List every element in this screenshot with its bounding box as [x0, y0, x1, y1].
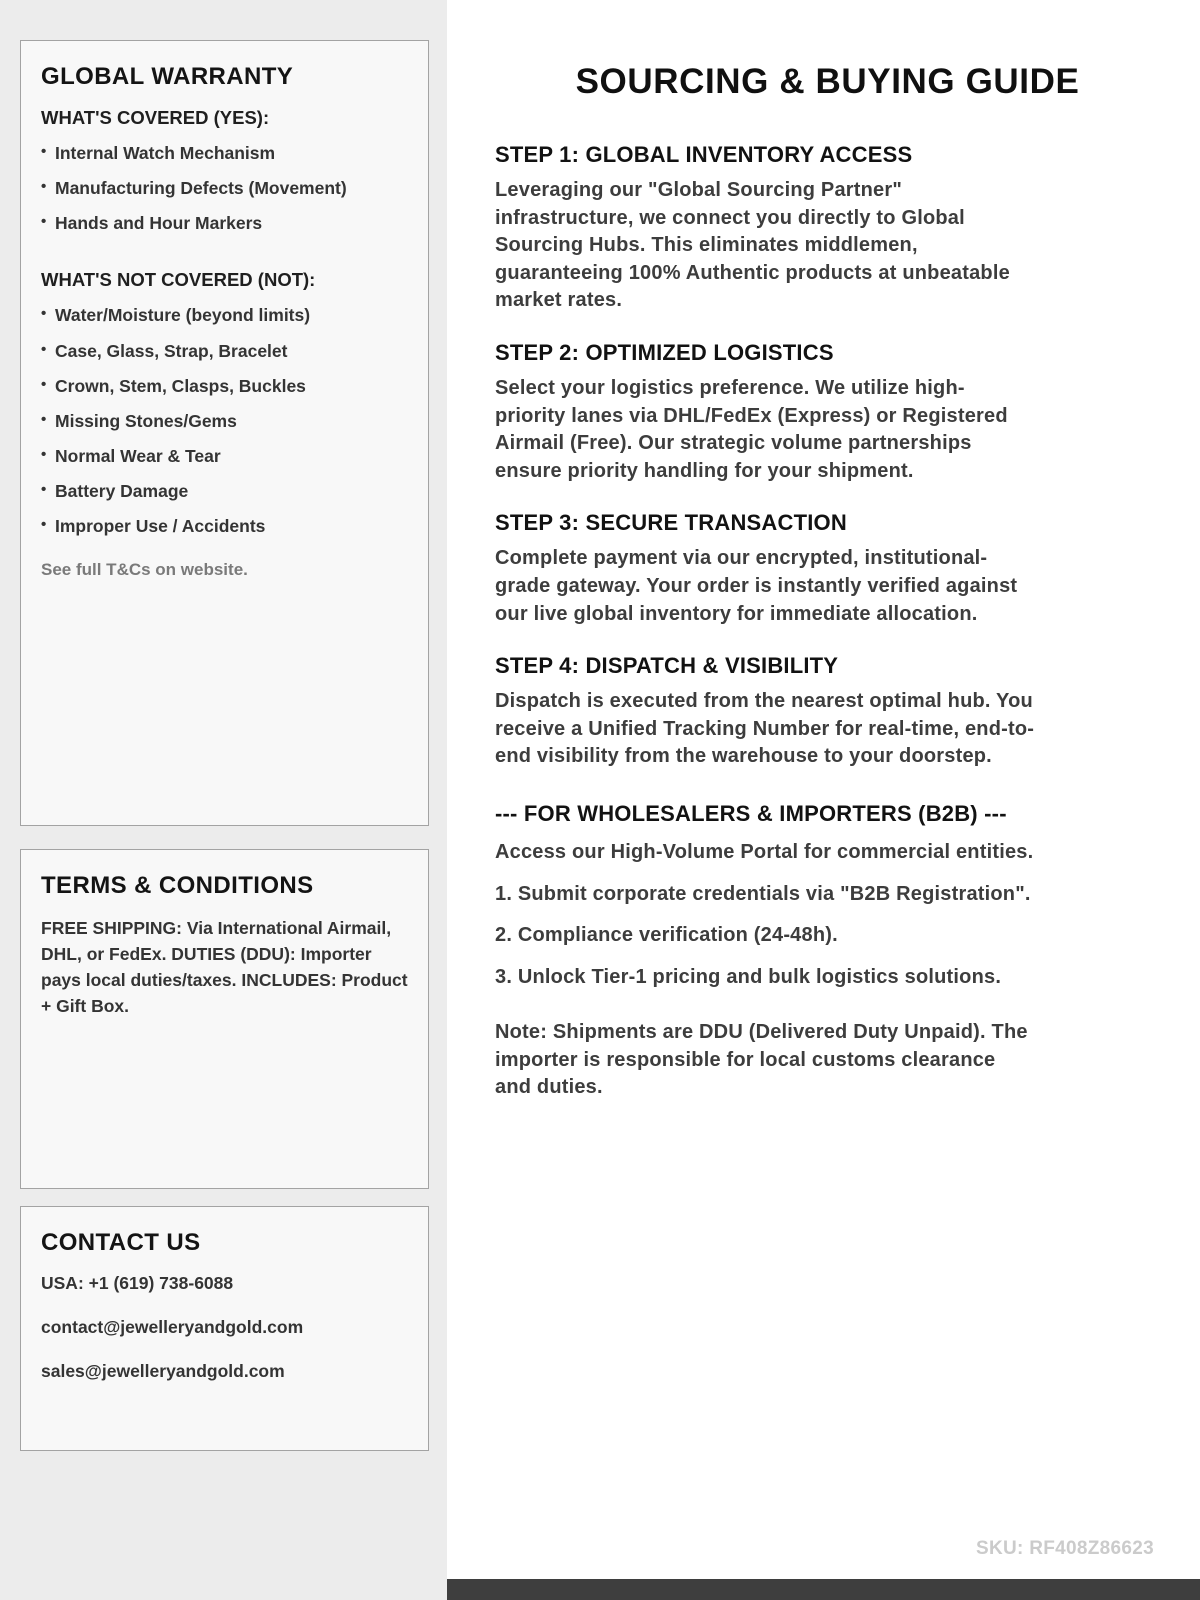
- warranty-not-covered-item: • Normal Wear & Tear: [41, 446, 408, 466]
- terms-title: TERMS & CONDITIONS: [41, 872, 314, 899]
- b2b-heading: --- FOR WHOLESALERS & IMPORTERS (B2B) ---: [495, 800, 1007, 826]
- b2b-step-3: 3. Unlock Tier-1 pricing and bulk logistics solutions.: [495, 965, 1002, 988]
- warranty-covered-item: • Hands and Hour Markers: [41, 213, 408, 233]
- page-title: SOURCING & BUYING GUIDE: [575, 62, 1080, 101]
- step-2-body: Select your logistics preference. We utilize high-priority lanes via DHL/FedEx (Express) or Registered Airmail (Free). Our strategic volume partnerships ensure priority handling for your shipment.: [495, 376, 1008, 482]
- info-sidebar: [0, 0, 447, 1600]
- step-3-heading: STEP 3: SECURE TRANSACTION: [495, 510, 847, 536]
- warranty-not-covered-item: • Case, Glass, Strap, Bracelet: [41, 341, 408, 361]
- sku-label: SKU: RF408Z86623: [976, 1538, 1154, 1559]
- terms-body: FREE SHIPPING: Via International Airmail, DHL, or FedEx. DUTIES (DDU): Importer pays local duties/taxes. INCLUDES: Product + Gift Box.: [41, 918, 408, 1016]
- b2b-ddu-note: Note: Shipments are DDU (Delivered Duty Unpaid). The importer is responsible for local customs clearance and duties.: [495, 1021, 1028, 1099]
- step-1-heading: STEP 1: GLOBAL INVENTORY ACCESS: [495, 142, 913, 167]
- guide-step-3: [495, 510, 1160, 628]
- step-4-body: Dispatch is executed from the nearest optimal hub. You receive a Unified Tracking Number for real-time, end-to-end visibility from the warehouse to your doorstep.: [495, 690, 1035, 768]
- guide-step-2: [495, 340, 1160, 485]
- contact-title: CONTACT US: [41, 1229, 201, 1256]
- contact-email-primary: contact@jewelleryandgold.com: [41, 1317, 304, 1337]
- buying-guide-main: [447, 0, 1200, 1600]
- warranty-not-covered-item: • Water/Moisture (beyond limits): [41, 305, 408, 325]
- warranty-not-covered-item: • Improper Use / Accidents: [41, 516, 408, 536]
- global-warranty-panel: [20, 40, 429, 826]
- guide-step-1: [495, 142, 1160, 315]
- contact-email-sales: sales@jewelleryandgold.com: [41, 1361, 285, 1381]
- warranty-not-covered-item: • Missing Stones/Gems: [41, 411, 408, 431]
- warranty-covered-list: [41, 143, 408, 233]
- warranty-covered-item: • Manufacturing Defects (Movement): [41, 178, 408, 198]
- warranty-title: GLOBAL WARRANTY: [41, 63, 294, 90]
- contact-us-panel: [20, 1206, 429, 1451]
- step-4-heading: STEP 4: DISPATCH & VISIBILITY: [495, 653, 839, 679]
- warranty-covered-item: • Internal Watch Mechanism: [41, 143, 408, 163]
- step-1-body: Leveraging our "Global Sourcing Partner" infrastructure, we connect you directly to Global Sourcing Hubs. This eliminates middlemen, guaranteeing 100% Authentic products at unbeatable market rates.: [495, 179, 1010, 312]
- contact-phone: USA: +1 (619) 738-6088: [41, 1273, 234, 1293]
- footer-bar: [447, 1579, 1200, 1600]
- wholesalers-b2b-section: [495, 801, 1160, 1102]
- step-2-heading: STEP 2: OPTIMIZED LOGISTICS: [495, 339, 834, 365]
- warranty-not-covered-heading: WHAT'S NOT COVERED (NOT):: [41, 269, 316, 291]
- step-3-body: Complete payment via our encrypted, institutional-grade gateway. Your order is instantly verified against our live global inventory for immediate allocation.: [495, 547, 1018, 625]
- b2b-step-1: 1. Submit corporate credentials via "B2B Registration".: [495, 882, 1031, 905]
- warranty-not-covered-item: • Battery Damage: [41, 481, 408, 501]
- warranty-footnote: See full T&Cs on website.: [41, 560, 248, 580]
- warranty-covered-heading: WHAT'S COVERED (YES):: [41, 107, 270, 128]
- warranty-not-covered-item: • Crown, Stem, Clasps, Buckles: [41, 376, 408, 396]
- b2b-step-2: 2. Compliance verification (24-48h).: [495, 924, 838, 947]
- guide-step-4: [495, 653, 1160, 771]
- terms-conditions-panel: [20, 849, 429, 1189]
- b2b-intro: Access our High-Volume Portal for commercial entities.: [495, 840, 1034, 863]
- warranty-not-covered-list: [41, 305, 408, 536]
